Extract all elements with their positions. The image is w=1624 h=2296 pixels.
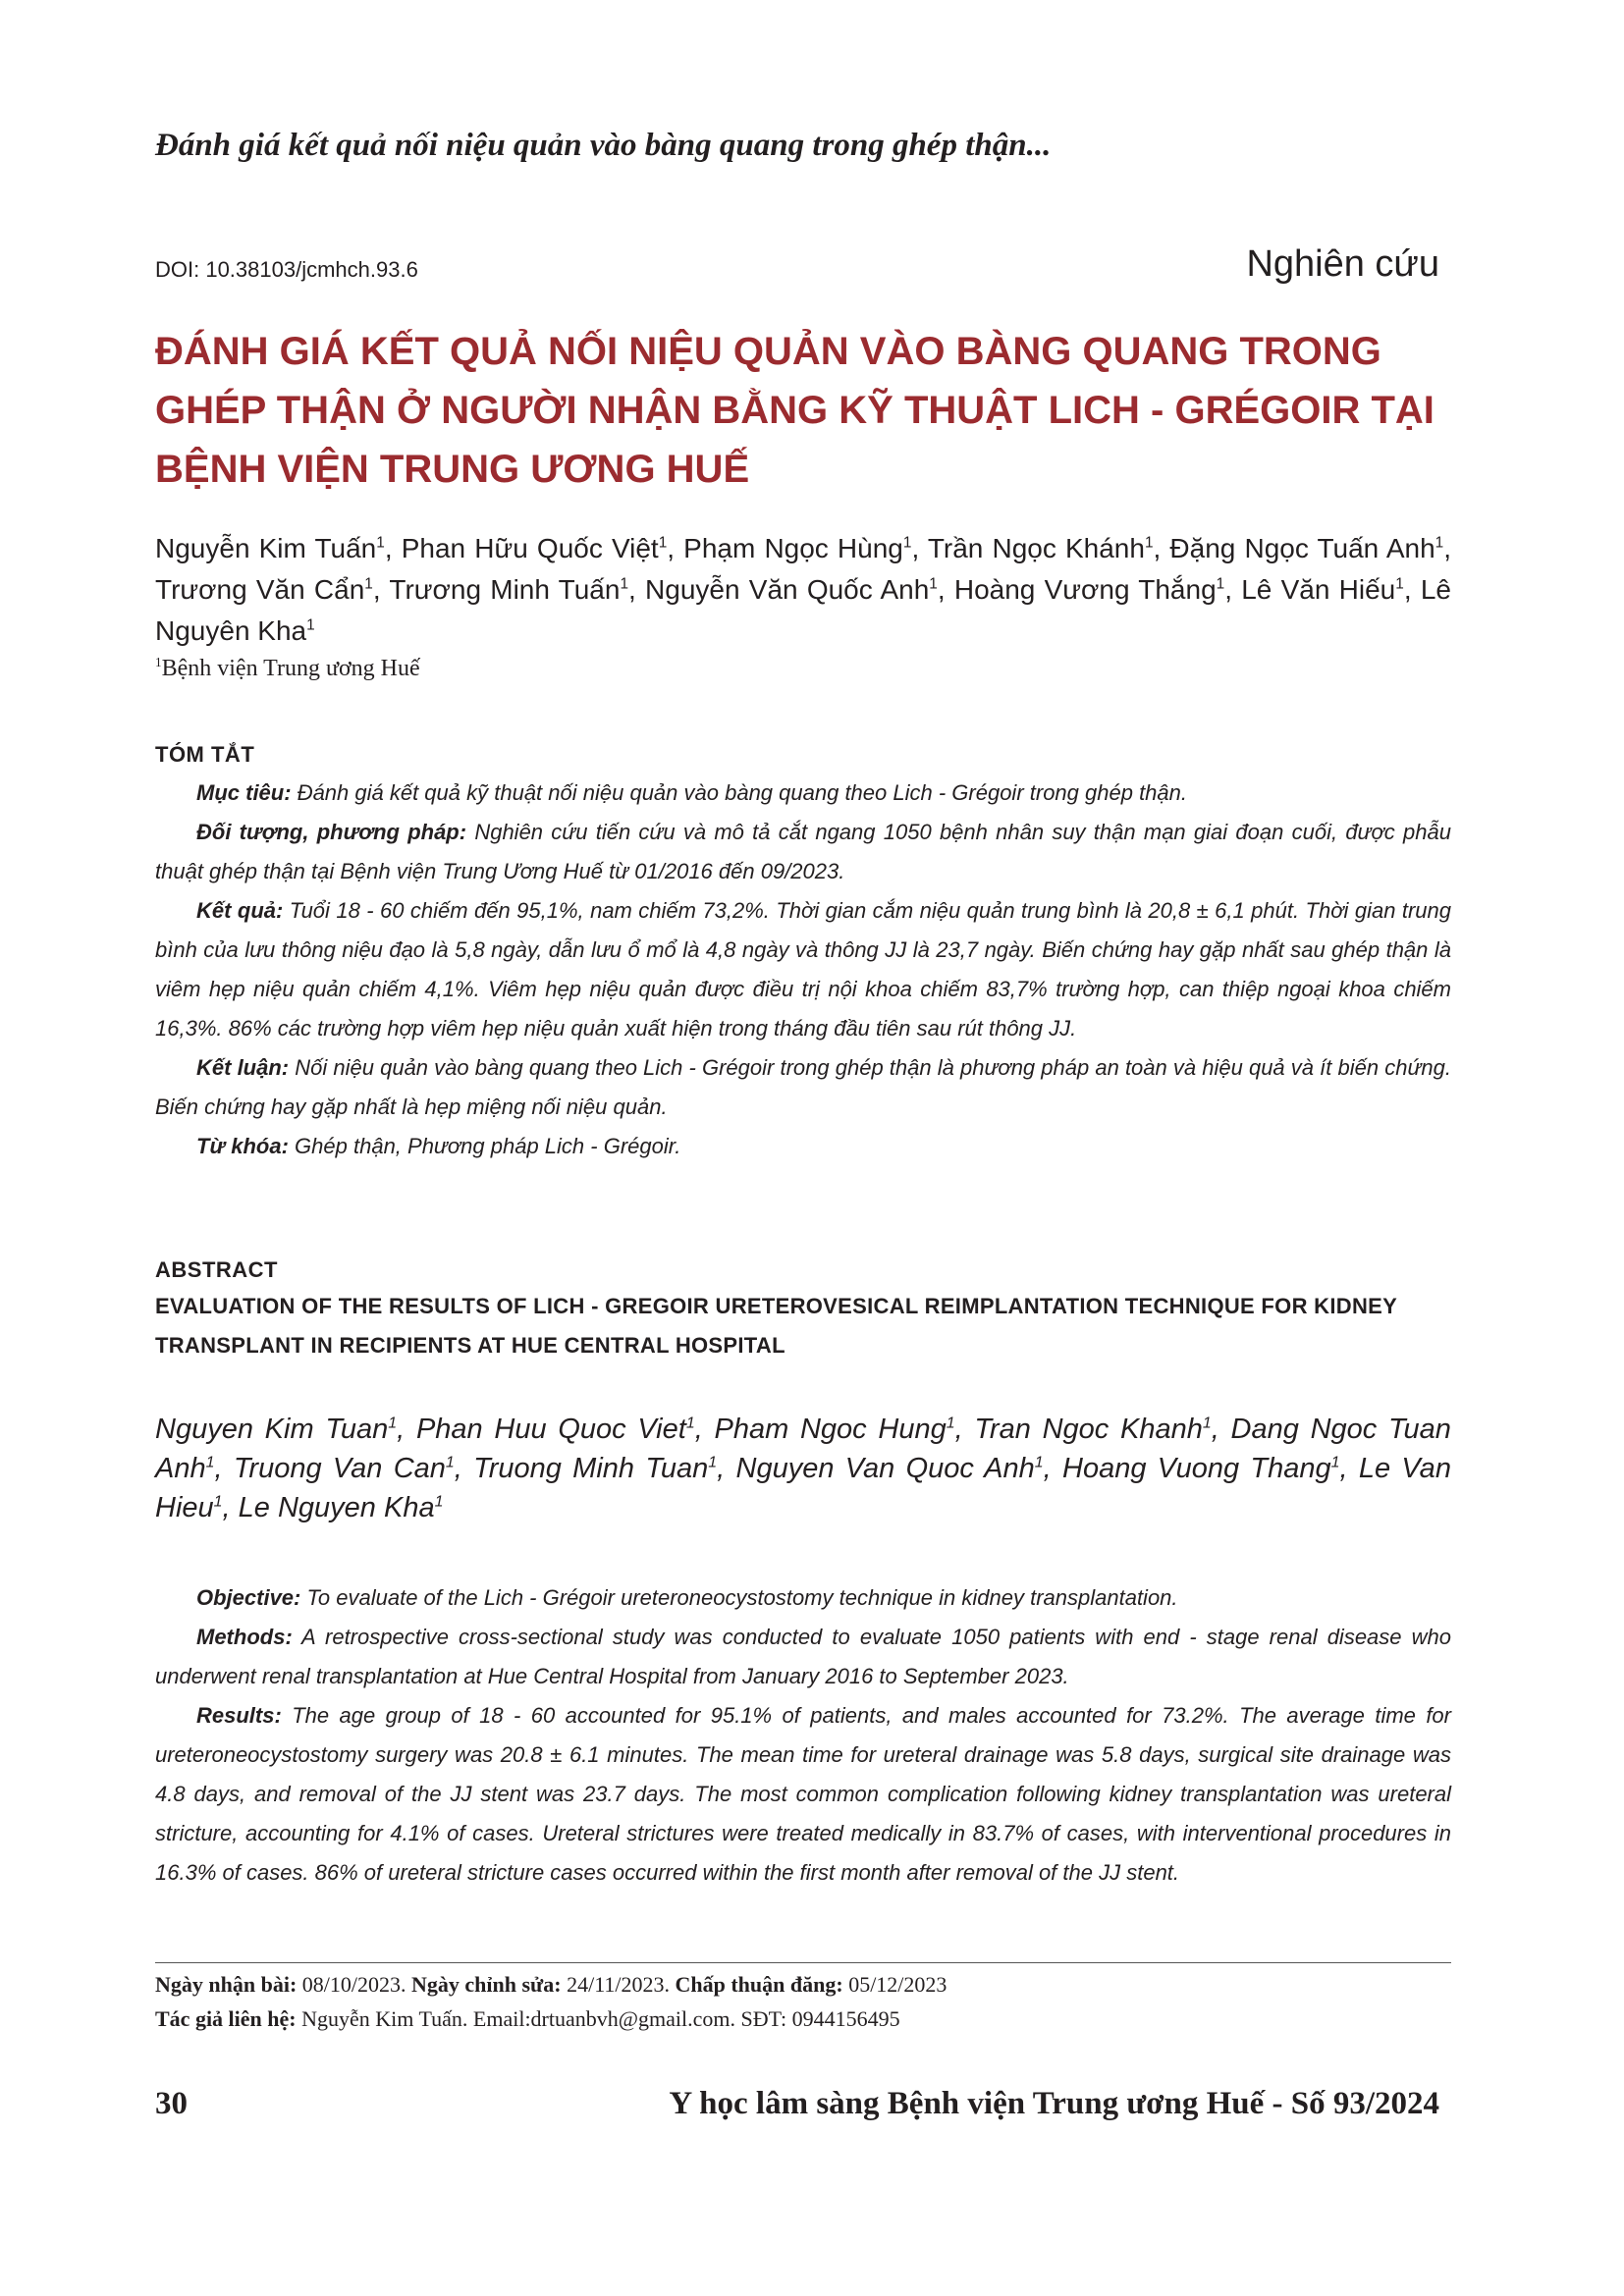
author-name: Hoàng Vương Thắng xyxy=(953,574,1217,605)
abstract-paragraph xyxy=(155,1696,1451,1893)
author-name: Phan Hữu Quốc Việt xyxy=(401,533,659,563)
author-affiliation-sup: 1 xyxy=(306,616,315,634)
contact-label: Tác giả liên hệ: xyxy=(155,2006,297,2031)
accepted-label: Chấp thuận đăng: xyxy=(675,1972,843,1997)
author-affiliation-sup: 1 xyxy=(388,1415,398,1432)
affiliation-vi xyxy=(155,656,420,682)
abstract-paragraph xyxy=(155,891,1451,1048)
author-affiliation-sup: 1 xyxy=(213,1493,223,1511)
received-date: 08/10/2023. xyxy=(297,1972,406,1997)
paragraph-text: Tuổi 18 - 60 chiếm đến 95,1%, nam chiếm 73,2%. Thời gian cắm niệu quản trung bình là 20,8 ± 6,1 phút. Thời gian trung bình của lưu thông niệu đạo là 5,8 ngày, dẫn lưu ổ mổ là 4,8 ngày và thông JJ là 23,7 ngày. Biến chứng hay gặp nhất sau ghép thận là viêm hẹp niệu quản chiếm 4,1%. Viêm hẹp niệu quản được điều trị nội khoa chiếm 83,7% trường hợp, can thiệp ngoại khoa chiếm 16,3%. 86% các trường hợp viêm hẹp niệu quản xuất hiện trong tháng đầu tiên sau rút thông JJ. xyxy=(155,898,1451,1041)
author-list-en: Nguyen Kim Tuan$^1$, Phan Huu Quoc Viet$^1$, Pham Ngoc Hung$^1$, Tran Ngoc Khanh$^1$, Dang Ngoc Tuan Anh$^1$, Truong Van Can$^1$, Truong Minh Tuan$^1$, Nguyen Van Quoc Anh$^1$, Hoang Vuong Thang$^1$, Le Van Hieu$^1$, Le Nguyen Kha$^1$ xyxy=(155,1414,1451,1523)
author-list-vi: Nguyễn Kim Tuấn$^1$, Phan Hữu Quốc Việt$^1$, Phạm Ngọc Hùng$^1$, Trần Ngọc Khánh$^1$, Đặng Ngọc Tuấn Anh$^1$, Trương Văn Cẩn$^1$, Trương Minh Tuấn$^1$, Nguyễn Văn Quốc Anh$^1$, Hoàng Vương Thắng$^1$, Lê Văn Hiếu$^1$, Lê Nguyên Kha$^1$ xyxy=(155,533,1451,646)
abstract-paragraph xyxy=(155,1618,1451,1696)
abstract-en-header xyxy=(155,1257,1451,1365)
author-name: Đặng Ngọc Tuấn Anh xyxy=(1169,533,1435,563)
paragraph-label: Methods: xyxy=(196,1625,293,1649)
paragraph-label: Results: xyxy=(196,1703,282,1728)
author-affiliation-sup: 1 xyxy=(902,534,912,552)
author-affiliation-sup: 1 xyxy=(364,575,373,593)
paragraph-label: Objective: xyxy=(196,1585,301,1610)
author-name: Nguyễn Văn Quốc Anh xyxy=(645,574,930,605)
author-name: Pham Ngoc Hung xyxy=(714,1414,947,1445)
abstract-en-body xyxy=(155,1578,1451,1893)
abstract-paragraph xyxy=(155,813,1451,891)
paragraph-text: A retrospective cross-sectional study was conducted to evaluate 1050 patients with end - stage renal disease who underwent renal transplantation at Hue Central Hospital from January 2016 to September 2023. xyxy=(155,1625,1451,1688)
revised-date: 24/11/2023. xyxy=(561,1972,670,1997)
article-title: ĐÁNH GIÁ KẾT QUẢ NỐI NIỆU QUẢN VÀO BÀNG QUANG TRONG GHÉP THẬN Ở NGƯỜI NHẬN BẰNG KỸ THUẬT LICH - GRÉGOIR TẠI BỆNH VIỆN TRUNG ƯƠNG HUẾ xyxy=(155,330,1435,491)
author-name: Trương Văn Cẩn xyxy=(155,574,365,605)
author-name: Phan Huu Quoc Viet xyxy=(415,1414,686,1445)
author-name: Trương Minh Tuấn xyxy=(389,574,621,605)
accepted-date: 05/12/2023 xyxy=(842,1972,947,1997)
page-number: 30 xyxy=(155,2086,188,2121)
author-affiliation-sup: 1 xyxy=(620,575,629,593)
paragraph-label: Kết luận: xyxy=(196,1055,290,1080)
abstract-en-title: EVALUATION OF THE RESULTS OF LICH - GREGOIR URETEROVESICAL REIMPLANTATION TECHNIQUE FOR KIDNEY TRANSPLANT IN RECIPIENTS AT HUE CENTRAL HOSPITAL xyxy=(155,1294,1397,1358)
footnote-divider xyxy=(155,1962,1451,1963)
abstract-paragraph xyxy=(155,1578,1451,1618)
author-name: Le Nguyen Kha xyxy=(238,1492,435,1523)
abstract-paragraph xyxy=(155,774,1451,813)
contact-text: Nguyễn Kim Tuấn. Email:drtuanbvh@gmail.com. SĐT: 0944156495 xyxy=(296,2006,900,2031)
author-affiliation-sup: 1 xyxy=(658,534,668,552)
author-name: Hoang Vuong Thang xyxy=(1062,1453,1331,1484)
journal-name: Y học lâm sàng Bệnh viện Trung ương Huế - Số 93/2024 xyxy=(669,2086,1439,2121)
paragraph-text: The age group of 18 - 60 accounted for 95.1% of patients, and males accounted for 73.2%. The average time for ureteroneocystostomy surgery was 20.8 ± 6.1 minutes. The mean time for ureteral drainage was 5.8 days, surgical site drainage was 4.8 days, and removal of the JJ stent was 23.7 days. The most common complication following kidney transplantation was ureteral stricture, accounting for 4.1% of cases. Ureteral strictures were treated medically in 83.7% of cases, with interventional procedures in 16.3% of cases. 86% of ureteral stricture cases occurred within the first month after removal of the JJ stent. xyxy=(155,1703,1451,1885)
abstract-vi-body xyxy=(155,774,1451,1166)
author-name: Truong Van Can xyxy=(233,1453,446,1484)
author-affiliation-sup: 1 xyxy=(685,1415,695,1432)
author-name: Dang Ngoc Tuan Anh xyxy=(155,1414,1451,1484)
author-affiliation-sup: 1 xyxy=(1216,575,1225,593)
paragraph-text: Đánh giá kết quả kỹ thuật nối niệu quản vào bàng quang theo Lich - Grégoir trong ghép thận. xyxy=(291,780,1187,805)
author-name: Truong Minh Tuan xyxy=(473,1453,709,1484)
affiliation-text: Bệnh viện Trung ương Huế xyxy=(161,656,420,681)
running-title: Đánh giá kết quả nối niệu quản vào bàng quang trong ghép thận... xyxy=(155,128,1052,163)
author-affiliation-sup: 1 xyxy=(929,575,938,593)
abstract-en-heading: ABSTRACT xyxy=(155,1257,278,1282)
paragraph-text: To evaluate of the Lich - Grégoir ureteroneocystostomy technique in kidney transplantation. xyxy=(300,1585,1178,1610)
author-affiliation-sup: 1 xyxy=(376,534,385,552)
received-label: Ngày nhận bài: xyxy=(155,1972,298,1997)
paragraph-label: Mục tiêu: xyxy=(196,780,292,805)
author-name: Nguyen Kim Tuan xyxy=(155,1414,389,1445)
abstract-paragraph xyxy=(155,1048,1451,1127)
author-name: Lê Văn Hiếu xyxy=(1241,574,1396,605)
doi-text: DOI: 10.38103/jcmhch.93.6 xyxy=(155,257,418,282)
author-affiliation-sup: 1 xyxy=(708,1454,718,1471)
abstract-vi xyxy=(155,742,1451,1166)
author-affiliation-sup: 1 xyxy=(445,1454,455,1471)
author-name: Trần Ngọc Khánh xyxy=(927,533,1145,563)
author-affiliation-sup: 1 xyxy=(1330,1454,1340,1471)
author-name: Le Van Hieu xyxy=(155,1453,1451,1523)
author-name: Phạm Ngọc Hùng xyxy=(683,533,903,563)
author-affiliation-sup: 1 xyxy=(1144,534,1154,552)
author-affiliation-sup: 1 xyxy=(1435,534,1444,552)
author-name: Lê Nguyên Kha xyxy=(155,574,1451,646)
author-affiliation-sup: 1 xyxy=(1202,1415,1212,1432)
paragraph-label: Kết quả: xyxy=(196,898,284,923)
revised-label: Ngày chỉnh sửa: xyxy=(411,1972,562,1997)
author-name: Nguyễn Kim Tuấn xyxy=(155,533,377,563)
dates-line xyxy=(155,1967,1451,2002)
author-affiliation-sup: 1 xyxy=(946,1415,955,1432)
author-affiliation-sup: 1 xyxy=(434,1493,444,1511)
abstract-paragraph xyxy=(155,1127,1451,1166)
paragraph-text: Ghép thận, Phương pháp Lich - Grégoir. xyxy=(288,1134,681,1158)
affiliation-sup: 1 xyxy=(155,655,162,669)
paragraph-text: Nghiên cứu tiến cứu và mô tả cắt ngang 1050 bệnh nhân suy thận mạn giai đoạn cuối, được phẫu thuật ghép thận tại Bệnh viện Trung Ương Huế từ 01/2016 đến 09/2023. xyxy=(155,820,1451,883)
author-name: Nguyen Van Quoc Anh xyxy=(735,1453,1035,1484)
author-affiliation-sup: 1 xyxy=(205,1454,215,1471)
author-affiliation-sup: 1 xyxy=(1395,575,1404,593)
paragraph-label: Từ khóa: xyxy=(196,1134,289,1158)
author-name: Tran Ngoc Khanh xyxy=(974,1414,1203,1445)
author-affiliation-sup: 1 xyxy=(1034,1454,1044,1471)
abstract-vi-heading: TÓM TẮT xyxy=(155,742,255,767)
paragraph-label: Đối tượng, phương pháp: xyxy=(196,820,467,844)
contact-line xyxy=(155,2002,1451,2036)
footnotes xyxy=(155,1967,1451,2036)
paragraph-text: Nối niệu quản vào bàng quang theo Lich - Grégoir trong ghép thận là phương pháp an toàn và hiệu quả và ít biến chứng. Biến chứng hay gặp nhất là hẹp miệng nối niệu quản. xyxy=(155,1055,1451,1119)
section-label: Nghiên cứu xyxy=(1246,243,1439,285)
